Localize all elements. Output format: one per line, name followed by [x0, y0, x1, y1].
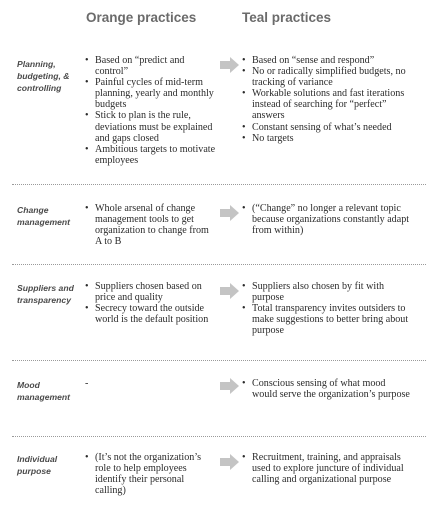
row-label: Individual purpose — [17, 454, 58, 476]
list-item: • Recruitment, training, and appraisals used to explore juncture of individual calling and organizational purpose — [242, 452, 412, 485]
row-divider — [12, 436, 426, 437]
list-item: • Painful cycles of mid-term planning, yearly and monthly budgets — [85, 77, 217, 110]
teal-practices-list — [242, 281, 412, 336]
list-item: • Conscious sensing of what mood would serve the organization’s purpose — [242, 378, 412, 400]
column-header-teal: Teal practices — [242, 10, 332, 25]
list-item: • Suppliers also chosen by fit with purpose — [242, 281, 412, 303]
list-item: • No or radically simplified budgets, no tracking of variance — [242, 66, 412, 88]
list-item: • Stick to plan is the rule, deviations must be explained and gaps closed — [85, 110, 217, 143]
list-item: • Whole arsenal of change management tools to get organization to change from A to B — [85, 203, 217, 247]
list-item: • Total transparency invites outsiders to make suggestions to better bring about purpose — [242, 303, 412, 336]
orange-practices-list — [85, 452, 217, 496]
orange-practices-list — [85, 55, 217, 166]
right-arrow-icon — [220, 57, 239, 73]
row-label: Suppliers and transparency — [17, 283, 74, 305]
row-label: Mood management — [17, 380, 71, 402]
list-item: • (“Change” no longer a relevant topic because organizations constantly adapt from within) — [242, 203, 412, 236]
teal-practices-list — [242, 55, 412, 144]
row-label: Planning, budgeting, & controlling — [17, 59, 70, 93]
teal-practices-list — [242, 378, 412, 400]
column-header-orange: Orange practices — [86, 10, 197, 25]
list-item: • Based on “predict and control” — [85, 55, 217, 77]
orange-practices-list — [85, 378, 217, 389]
row-divider — [12, 360, 426, 361]
right-arrow-icon — [220, 283, 239, 299]
row-divider — [12, 184, 426, 185]
row-divider — [12, 264, 426, 265]
list-item: • Workable solutions and fast iterations instead of searching for “perfect” answers — [242, 88, 412, 121]
list-item: • Secrecy toward the outside world is the default position — [85, 303, 217, 325]
right-arrow-icon — [220, 378, 239, 394]
right-arrow-icon — [220, 205, 239, 221]
list-item: • Based on “sense and respond” — [242, 55, 412, 66]
list-item: • (It’s not the organization’s role to help employees identify their personal calling) — [85, 452, 217, 496]
list-item: • No targets — [242, 133, 412, 144]
orange-practices-list — [85, 203, 217, 247]
right-arrow-icon — [220, 454, 239, 470]
list-item: • Ambitious targets to motivate employees — [85, 144, 217, 166]
teal-practices-list — [242, 203, 412, 236]
orange-practices-list — [85, 281, 217, 325]
list-item: • Suppliers chosen based on price and quality — [85, 281, 217, 303]
teal-practices-list — [242, 452, 412, 485]
list-item: - — [85, 378, 89, 389]
list-item: • Constant sensing of what’s needed — [242, 122, 412, 133]
row-label: Change management — [17, 205, 71, 227]
